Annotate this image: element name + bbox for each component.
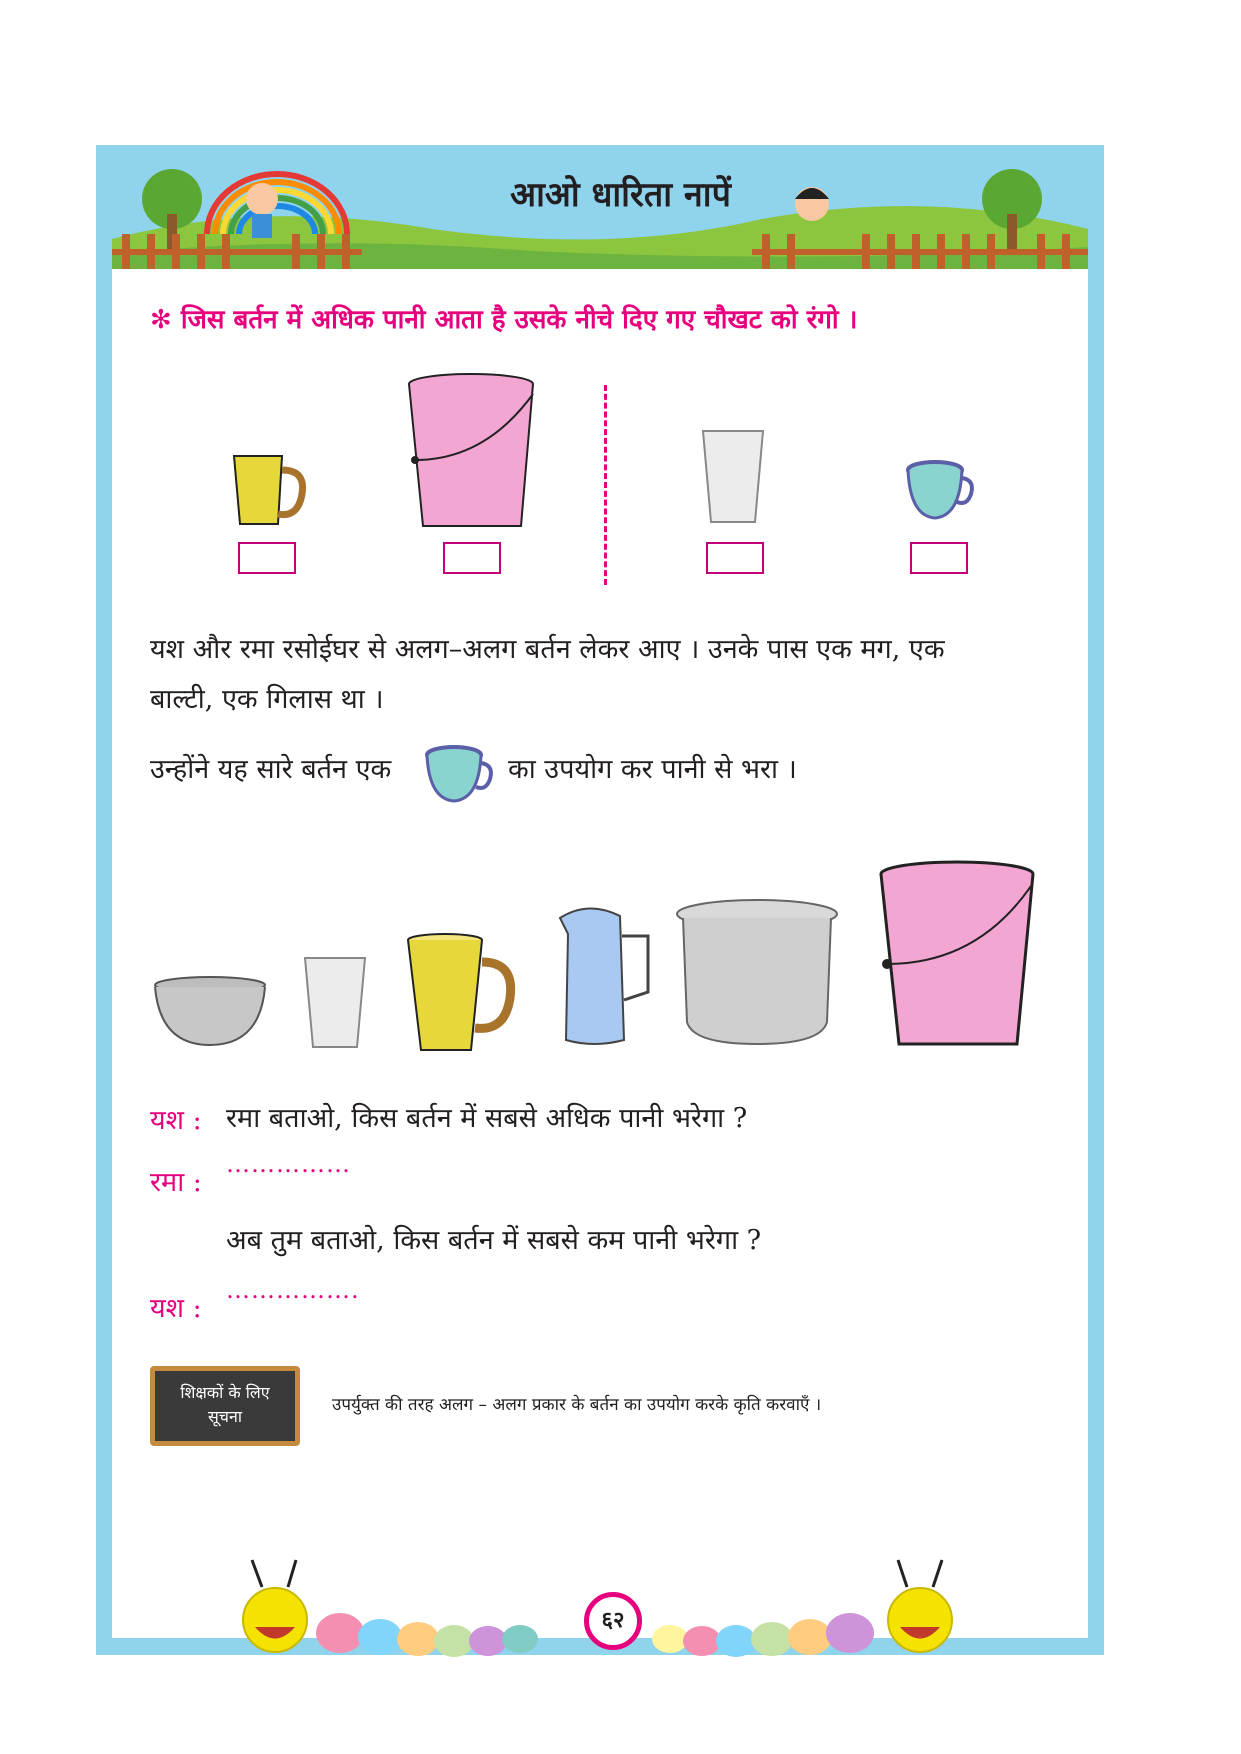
dashed-divider [604, 385, 607, 585]
instruction-text: ✻ जिस बर्तन में अधिक पानी आता है उसके नीचे दिए गए चौखट को रंगो । [150, 305, 858, 335]
bucket-2-icon [877, 858, 1039, 1050]
rama-label: रमा : [150, 1167, 202, 1198]
rama-answer-blank[interactable]: …………… [226, 1150, 351, 1178]
mug-icon [230, 452, 315, 530]
cup-inline-icon [424, 745, 494, 805]
rama-question: अब तुम बताओ, किस बर्तन में सबसे कम पानी भरेगा ? [226, 1225, 762, 1256]
bowl-icon [152, 975, 268, 1050]
paragraph-line-1: यश और रमा रसोईघर से अलग–अलग बर्तन लेकर आए । उनके पास एक मग, एक [150, 634, 945, 665]
yash-label-1: यश : [150, 1105, 202, 1136]
paragraph-2-before: उन्होंने यह सारे बर्तन एक [150, 754, 392, 785]
paragraph-2-after: का उपयोग कर पानी से भरा । [508, 754, 797, 785]
teacher-note: उपर्युक्त की तरह अलग – अलग प्रकार के बर्तन का उपयोग करके कृति करवाएँ । [332, 1395, 822, 1415]
cup-icon [905, 460, 975, 522]
pot-icon [673, 898, 841, 1048]
yash-answer-blank[interactable]: ……………. [226, 1276, 360, 1304]
bucket-icon [405, 370, 540, 530]
teacher-board-line-1: शिक्षकों के लिए [180, 1383, 270, 1402]
answer-box-cup[interactable] [910, 542, 968, 574]
answer-box-glass[interactable] [706, 542, 764, 574]
page-title: आओ धारिता नापें [510, 175, 731, 215]
page-number: ६२ [584, 1592, 642, 1650]
teacher-board-line-2: सूचना [207, 1407, 242, 1426]
glass-icon [700, 428, 766, 526]
answer-box-bucket[interactable] [443, 542, 501, 574]
yash-label-2: यश : [150, 1293, 202, 1324]
glass-2-icon [302, 955, 368, 1051]
yash-question: रमा बताओ, किस बर्तन में सबसे अधिक पानी भरेगा ? [226, 1103, 748, 1134]
teacher-board [150, 1366, 300, 1446]
answer-box-mug[interactable] [238, 542, 296, 574]
mug-2-icon [405, 932, 520, 1056]
paragraph-line-2: बाल्टी, एक गिलास था । [150, 684, 384, 715]
jug-icon [548, 900, 658, 1048]
